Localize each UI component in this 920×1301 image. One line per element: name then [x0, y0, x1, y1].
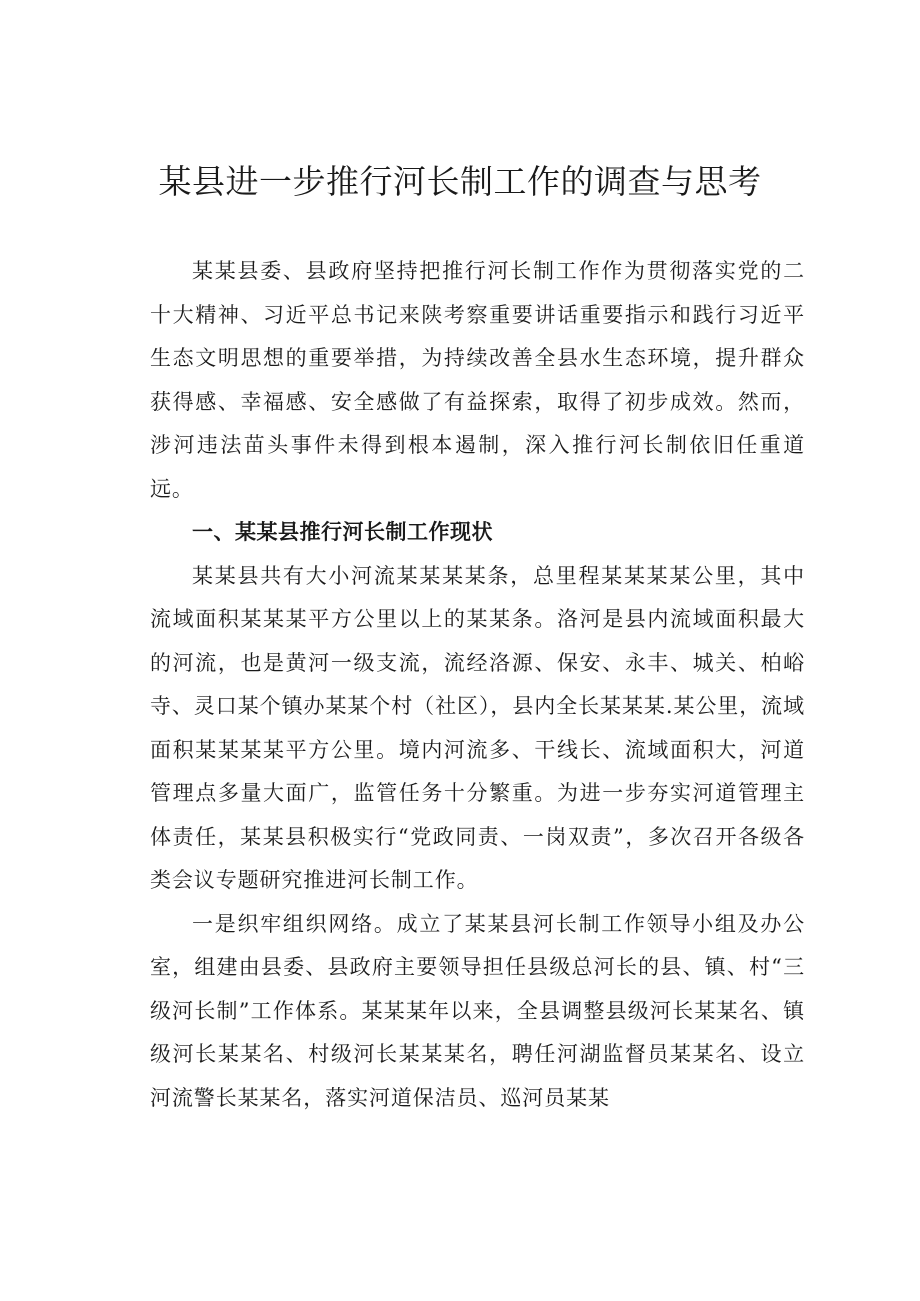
status-paragraph: 某某县共有大小河流某某某某条，总里程某某某某公里，其中流域面积某某某平方公里以上的某某条。洛河是县内流域面积最大的河流，也是黄河一级支流，流经洛源、保安、永丰、城关、柏峪寺、灵口某个镇办某某个村（社区），县内全长某某某.某公里，流域面积某某某某平方公里。境内河流多、干线长、流域面积大，河道管理点多量大面广，监管任务十分繁重。为进一步夯实河道管理主体责任，某某县积极实行“党政同责、一岗双责”，多次召开各级各类会议专题研究推进河长制工作。: [150, 563, 805, 892]
document-body: [150, 250, 805, 1120]
intro-paragraph: 某某县委、县政府坚持把推行河长制工作作为贯彻落实党的二十大精神、习近平总书记来陕考察重要讲话重要指示和践行习近平生态文明思想的重要举措，为持续改善全县水生态环境，提升群众获得感、幸福感、安全感做了有益探索，取得了初步成效。然而，涉河违法苗头事件未得到根本遏制，深入推行河长制依旧任重道远。: [150, 259, 805, 501]
document-title: 某县进一步推行河长制工作的调查与思考: [158, 162, 762, 201]
section-heading: 一、某某县推行河长制工作现状: [192, 520, 493, 544]
measure-paragraph: 一是织牢组织网络。成立了某某县河长制工作领导小组及办公室，组建由县委、县政府主要领导担任县级总河长的县、镇、村“三级河长制”工作体系。某某某年以来，全县调整县级河长某某名、镇级河长某某名、村级河长某某某名，聘任河湖监督员某某名、设立河流警长某某名，落实河道保洁员、巡河员某某: [150, 911, 805, 1110]
